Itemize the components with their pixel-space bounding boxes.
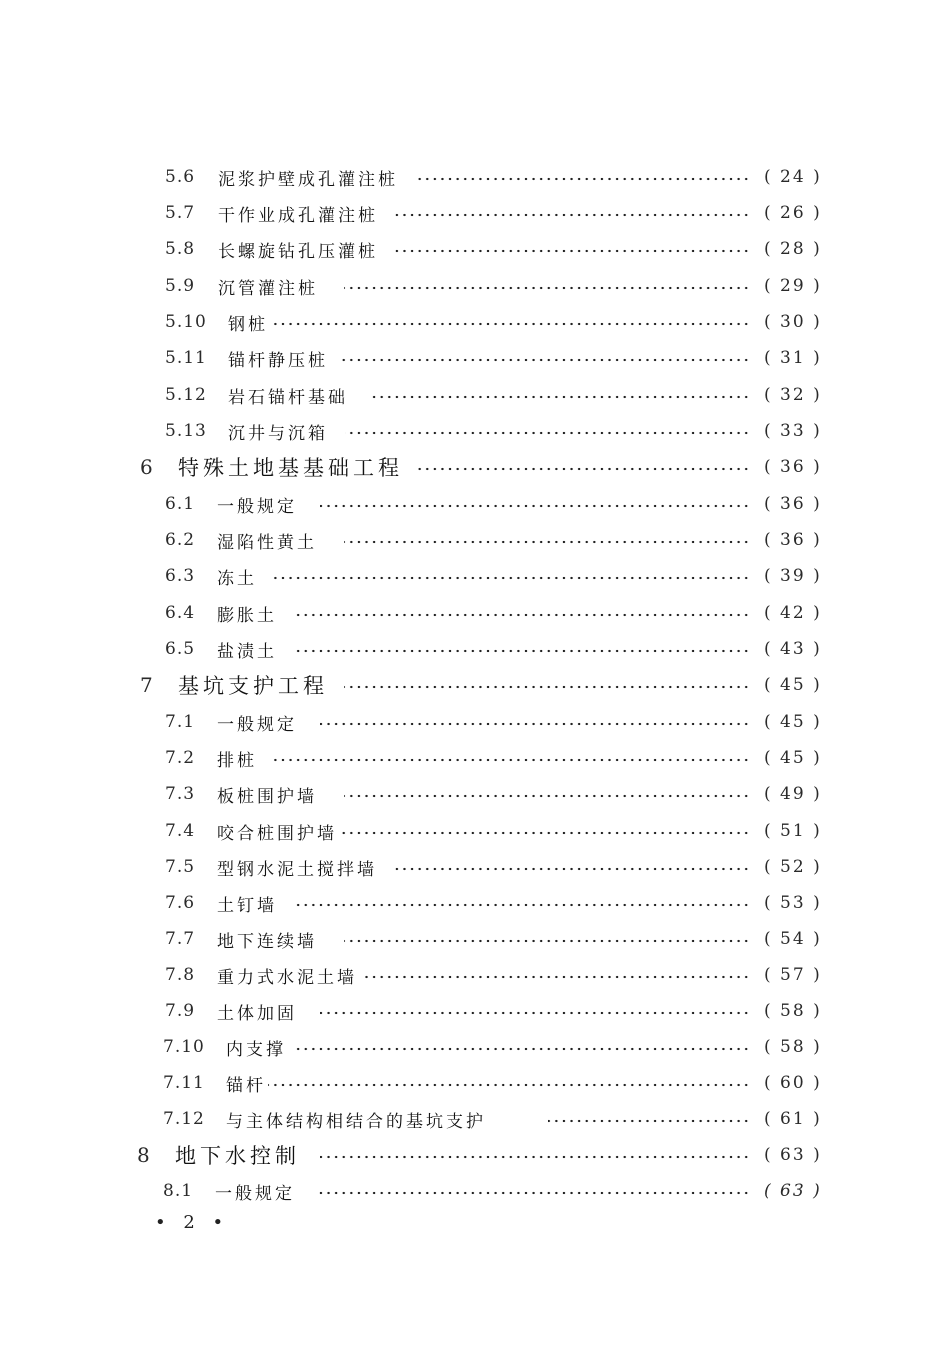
section-number: 6.2 [165, 530, 196, 550]
section-title: 重力式水泥土墙 [217, 967, 357, 988]
leader-dots [344, 939, 750, 943]
page-number: ( 49 ) [764, 784, 822, 804]
section-number: 8.1 [163, 1181, 194, 1201]
page-number: ( 63 ) [764, 1145, 822, 1165]
leader-dots [548, 1119, 750, 1123]
toc-entry[interactable] [0, 743, 950, 773]
section-number: 7.12 [163, 1109, 205, 1129]
page-number: ( 58 ) [764, 1001, 822, 1021]
section-title: 泥浆护壁成孔灌注桩 [218, 169, 398, 190]
page-number: ( 45 ) [764, 712, 822, 732]
section-number: 7.10 [163, 1037, 205, 1057]
toc-entry[interactable] [0, 198, 950, 228]
page-number: ( 45 ) [764, 675, 822, 695]
page-number: ( 26 ) [764, 203, 822, 223]
toc-entry[interactable] [0, 416, 950, 446]
leader-dots [418, 467, 750, 471]
section-title: 土体加固 [217, 1003, 297, 1024]
page-number: ( 54 ) [764, 929, 822, 949]
section-title: 板桩围护墙 [217, 786, 317, 807]
section-number: 6.3 [165, 566, 196, 586]
section-title: 一般规定 [217, 714, 297, 735]
toc-entry[interactable] [0, 996, 950, 1026]
section-number: 5.10 [165, 312, 207, 332]
section-title: 钢桩 [228, 314, 268, 335]
section-number: 7.1 [165, 712, 196, 732]
section-number: 7.2 [165, 748, 196, 768]
section-title: 锚杆 [226, 1075, 266, 1096]
page-number: ( 33 ) [764, 421, 822, 441]
chapter-title: 特殊土地基基础工程 [178, 456, 403, 480]
chapter-title: 地下水控制 [175, 1144, 300, 1168]
leader-dots [344, 540, 750, 544]
chapter-number: 8 [137, 1143, 151, 1167]
section-title: 与主体结构相结合的基坑支护 [226, 1111, 486, 1132]
leader-dots [272, 576, 750, 580]
toc-entry[interactable] [0, 1068, 950, 1098]
toc-entry[interactable] [0, 271, 950, 301]
toc-entry[interactable] [0, 707, 950, 737]
chapter-number: 7 [140, 673, 154, 697]
section-number: 7.9 [165, 1001, 196, 1021]
leader-dots [320, 1155, 750, 1159]
section-title: 一般规定 [217, 496, 297, 517]
toc-entry[interactable] [0, 525, 950, 555]
page-number: ( 52 ) [764, 857, 822, 877]
page-number: ( 45 ) [764, 748, 822, 768]
page-number: ( 36 ) [764, 457, 822, 477]
leader-dots [296, 903, 750, 907]
page-number: ( 58 ) [764, 1037, 822, 1057]
leader-dots [292, 1047, 750, 1051]
section-number: 6.4 [165, 603, 196, 623]
section-title: 沉管灌注桩 [218, 278, 318, 299]
leader-dots [344, 685, 750, 689]
section-title: 岩石锚杆基础 [228, 387, 348, 408]
page-number: ( 57 ) [764, 965, 822, 985]
section-number: 7.8 [165, 965, 196, 985]
page-number: ( 30 ) [764, 312, 822, 332]
chapter-number: 6 [140, 455, 154, 479]
toc-entry[interactable] [0, 924, 950, 954]
toc-chapter[interactable] [0, 1140, 950, 1170]
page-number: ( 24 ) [764, 167, 822, 187]
section-number: 5.6 [165, 167, 196, 187]
toc-entry[interactable] [0, 343, 950, 373]
toc-chapter[interactable] [0, 452, 950, 482]
section-title: 土钉墙 [217, 895, 277, 916]
toc-entry[interactable] [0, 307, 950, 337]
toc-entry[interactable] [0, 561, 950, 591]
section-number: 5.9 [165, 276, 196, 296]
section-number: 7.5 [165, 857, 196, 877]
page-number: ( 28 ) [764, 239, 822, 259]
leader-dots [296, 649, 750, 653]
leader-dots [318, 1191, 750, 1195]
page-number: ( 63 ) [764, 1181, 822, 1201]
leader-dots [345, 431, 750, 435]
leader-dots [362, 975, 750, 979]
toc-entry[interactable] [0, 816, 950, 846]
toc-entry[interactable] [0, 1104, 950, 1134]
section-title: 湿陷性黄土 [217, 532, 317, 553]
leader-dots [392, 867, 750, 871]
toc-entry[interactable] [0, 1176, 950, 1206]
page-number: ( 42 ) [764, 603, 822, 623]
section-number: 6.5 [165, 639, 196, 659]
section-title: 内支撑 [226, 1039, 286, 1060]
toc-entry[interactable] [0, 888, 950, 918]
toc-entry[interactable] [0, 960, 950, 990]
section-number: 5.7 [165, 203, 196, 223]
section-number: 6.1 [165, 494, 196, 514]
leader-dots [272, 758, 750, 762]
section-number: 5.11 [165, 348, 207, 368]
leader-dots [344, 794, 750, 798]
section-title: 冻土 [217, 568, 257, 589]
toc-entry[interactable] [0, 598, 950, 628]
section-title: 排桩 [217, 750, 257, 771]
toc-entry[interactable] [0, 634, 950, 664]
section-title: 地下连续墙 [217, 931, 317, 952]
section-title: 型钢水泥土搅拌墙 [217, 859, 377, 880]
leader-dots [344, 286, 750, 290]
page-number: ( 43 ) [764, 639, 822, 659]
leader-dots [268, 1083, 750, 1087]
toc-entry[interactable] [0, 234, 950, 264]
page-number: ( 31 ) [764, 348, 822, 368]
toc-entry[interactable] [0, 852, 950, 882]
page-footer-number: • 2 • [155, 1212, 230, 1233]
section-number: 7.11 [163, 1073, 205, 1093]
toc-chapter[interactable] [0, 670, 950, 700]
section-title: 咬合桩围护墙 [217, 823, 337, 844]
section-title: 一般规定 [215, 1183, 295, 1204]
page-number: ( 60 ) [764, 1073, 822, 1093]
toc-entry[interactable] [0, 162, 950, 192]
leader-dots [320, 1011, 750, 1015]
page-number: ( 51 ) [764, 821, 822, 841]
leader-dots [270, 322, 750, 326]
section-number: 7.4 [165, 821, 196, 841]
leader-dots [296, 613, 750, 617]
leader-dots [338, 358, 750, 362]
toc-entry[interactable] [0, 380, 950, 410]
leader-dots [394, 213, 750, 217]
section-number: 5.13 [165, 421, 207, 441]
leader-dots [416, 177, 750, 181]
toc-entry[interactable] [0, 779, 950, 809]
toc-entry[interactable] [0, 489, 950, 519]
page-number: ( 39 ) [764, 566, 822, 586]
page-number: ( 53 ) [764, 893, 822, 913]
page-number: ( 61 ) [764, 1109, 822, 1129]
section-title: 沉井与沉箱 [228, 423, 328, 444]
page-number: ( 36 ) [764, 530, 822, 550]
toc-entry[interactable] [0, 1032, 950, 1062]
section-title: 盐渍土 [217, 641, 277, 662]
leader-dots [320, 504, 750, 508]
page-number: ( 29 ) [764, 276, 822, 296]
section-number: 5.8 [165, 239, 196, 259]
section-number: 5.12 [165, 385, 207, 405]
section-number: 7.6 [165, 893, 196, 913]
leader-dots [340, 831, 750, 835]
chapter-title: 基坑支护工程 [178, 674, 328, 698]
section-number: 7.3 [165, 784, 196, 804]
section-title: 干作业成孔灌注桩 [218, 205, 378, 226]
leader-dots [368, 395, 750, 399]
section-number: 7.7 [165, 929, 196, 949]
section-title: 长螺旋钻孔压灌桩 [218, 241, 378, 262]
section-title: 锚杆静压桩 [228, 350, 328, 371]
leader-dots [320, 722, 750, 726]
section-title: 膨胀土 [217, 605, 277, 626]
page-number: ( 32 ) [764, 385, 822, 405]
leader-dots [394, 249, 750, 253]
page-number: ( 36 ) [764, 494, 822, 514]
